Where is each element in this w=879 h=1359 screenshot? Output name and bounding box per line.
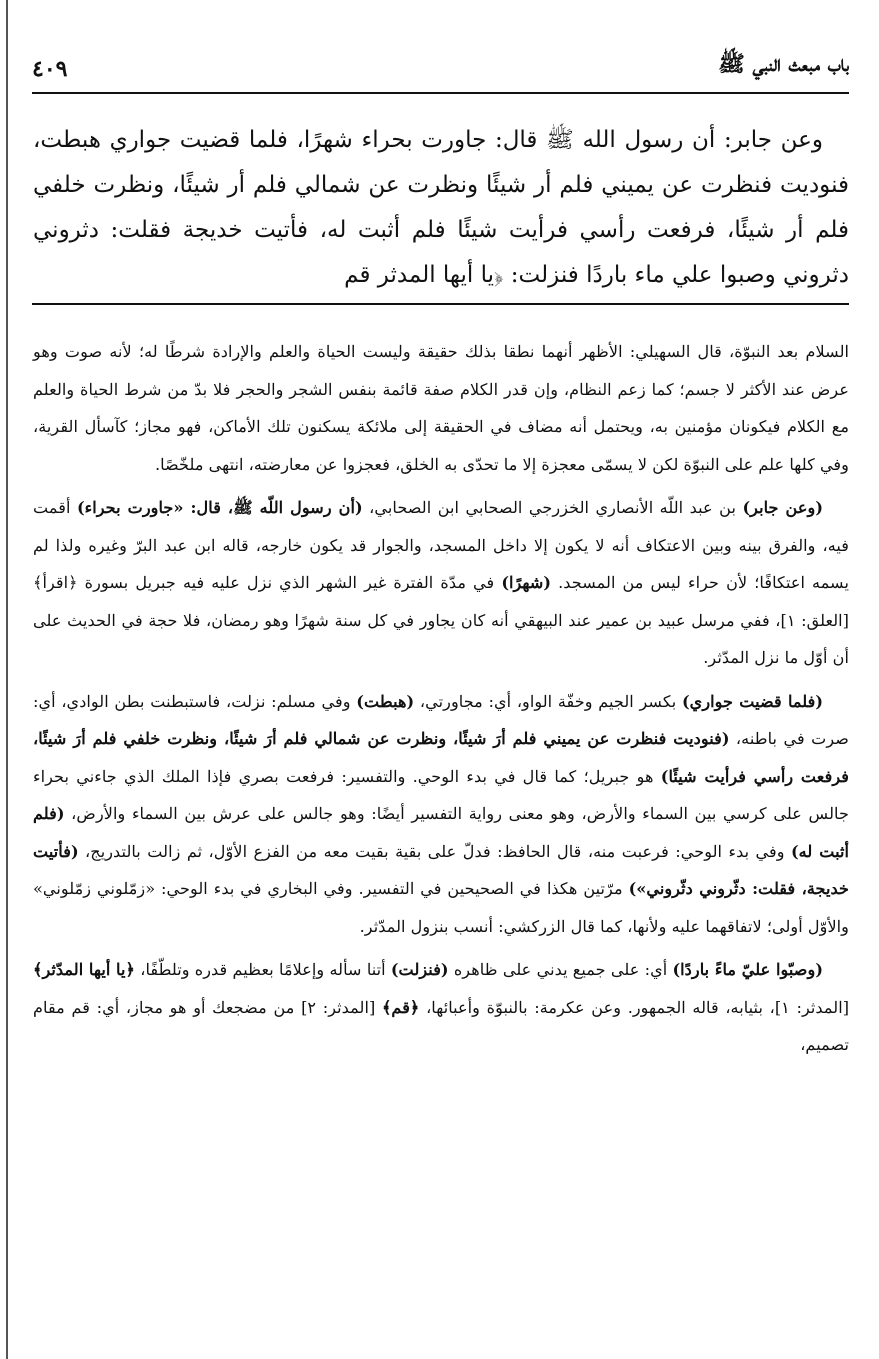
text-run: هو جبريل؛ كما قال في بدء الوحي. والتفسير: فرفعت بصري فإذا الملك الذي جاءني بحراء جالس على كرسي بين السماء والأرض، وهو معنى رواية التفسير أيضًا: وهو جالس على عرش بين السماء والأرض، (33, 766, 849, 823)
bold-quote: (أن رسول اللّه ﷺ، قال: «جاورت بحراء) (76, 498, 363, 517)
text-run: مرّتين هكذا في الصحيحين في التفسير. وفي البخاري في بدء الوحي: «زمّلوني زمّلوني» والأوّل أولى؛ لاتفاقهما عليه ولأنها، كما قال الزركشي: أنسب بنزول المدّثر. (33, 879, 849, 936)
bold-quote: (فلم أثبت له) (33, 804, 849, 861)
text-run: [المدثر: ٢] من مضجعك أو هو مجاز، أي: قم مقام تصميم، (33, 997, 849, 1054)
commentary-paragraph-1: السلام بعد النبوّة، قال السهيلي: الأظهر أنهما نطقا بذلك حقيقة وليست الحياة والعلم والإرادة شرطًا له؛ لأنه صوت وهو عرض عند الأكثر لا جسم؛ كما زعم النظام، وإن قدر الكلام صفة قائمة بنفس الشجر والحجر فلا بدّ من شرط الحياة والعلم مع الكلام فيكونان مؤمنين به، ويحتمل أنه مضاف في الحقيقة إلى ملائكة يسكنون تلك الأماكن، فهو مجاز؛ كآسأل القرية، وفي كلها علم على النبوّة لكن لا يسمّى معجزة إلا ما تحدّى به الخلق، فعجزوا عن معارضته، انتهى ملخّصًا. (33, 342, 849, 474)
bold-quote: ﴿يا أيها المدّثر﴾ (33, 960, 135, 979)
text-run: أي: على جميع يدني على ظاهره (448, 960, 673, 979)
text-run: بن عبد اللّه الأنصاري الخزرجي الصحابي ابن الصحابي، (362, 498, 743, 517)
bold-quote: (فنزلت) (390, 960, 449, 979)
text-run: أتنا سأله وإعلامًا بعظيم قدره وتلطّفًا، (134, 960, 391, 979)
bold-quote: (وعن جابر) (742, 498, 823, 517)
commentary-body (33, 333, 849, 1064)
section-divider (32, 303, 849, 305)
bold-quote: (فأتيت خديجة، فقلت: دثّروني دثّروني») (33, 841, 849, 898)
bold-quote: (هبطت) (356, 691, 415, 711)
commentary-paragraph-4 (33, 951, 849, 1064)
text-run: وفي مسلم: نزلت، فاستبطنت بطن الوادي، أي: صرت في باطنه، (33, 691, 850, 748)
page-edge-line (6, 0, 8, 1359)
hadith-paragraph: وعن جابر: أن رسول الله ﷺ قال: جاورت بحراء شهرًا، فلما قضيت جواري هبطت، فنوديت فنظرت عن يميني فلم أر شيئًا ونظرت عن شمالي فلم أر شيئًا، ونظرت خلفي فلم أر شيئًا، فرفعت رأسي فرأيت شيئًا فلم أثبت له، فأتيت خديجة فقلت: دثروني دثروني وصبوا علي ماء باردًا فنزلت: ﴿يا أيها المدثر قم (33, 127, 849, 288)
text-run: وفي بدء الوحي: فرعبت منه، قال الحافظ: فدلّ على بقية بقيت معه من الفزع الأوّل، ثم زالت بالتدريج، (78, 841, 791, 861)
text-run: بكسر الجيم وخفّة الواو، أي: مجاورتي، (414, 691, 682, 711)
commentary-paragraph-2 (33, 489, 849, 677)
text-run: [المدثر: ١]، بثيابه، قاله الجمهور. وعن عكرمة: بالنبوّة وأعبائها، (419, 997, 850, 1017)
hadith-text (33, 118, 849, 298)
commentary-paragraph-3 (33, 683, 849, 946)
bold-quote: (شهرًا) (501, 573, 552, 592)
page-number: ٤٠٩ (32, 56, 68, 82)
bold-quote: ﴿قم﴾ (381, 997, 420, 1017)
text-run: أقمت فيه، والفرق بينه وبين الاعتكاف أنه لا يكون إلا داخل المسجد، والجوار قد يكون خارجه، قاله ابن عبد البرّ وغيره ولذا لم يسمه اعتكافًا؛ لأن حراء ليس من المسجد. (33, 498, 850, 592)
text-run: في مدّة الفترة غير الشهر الذي نزل عليه فيه جبريل بسورة ﴿اقرأ﴾ [العلق: ١]، ففي مرسل عبيد بن عمير عند البيهقي أنه كان يجاور في كل سنة شهرًا وهو رمضان، فلا حجة في الحديث على أن أوّل ما نزل المدّثر. (33, 573, 849, 667)
chapter-title: باب مبعث النبي ﷺ (718, 51, 849, 77)
bold-quote: (فنوديت فنظرت عن يميني فلم أرَ شيئًا، ونظرت عن شمالي فلم أرَ شيئًا، ونظرت خلفي فلم أرَ شيئًا، فرفعت رأسي فرأيت شيئًا) (33, 729, 849, 786)
bold-quote: (فلما قضيت جواري) (682, 691, 823, 711)
bold-quote: (وصبّوا عليّ ماءً باردًا) (672, 960, 824, 979)
running-header (32, 42, 849, 94)
